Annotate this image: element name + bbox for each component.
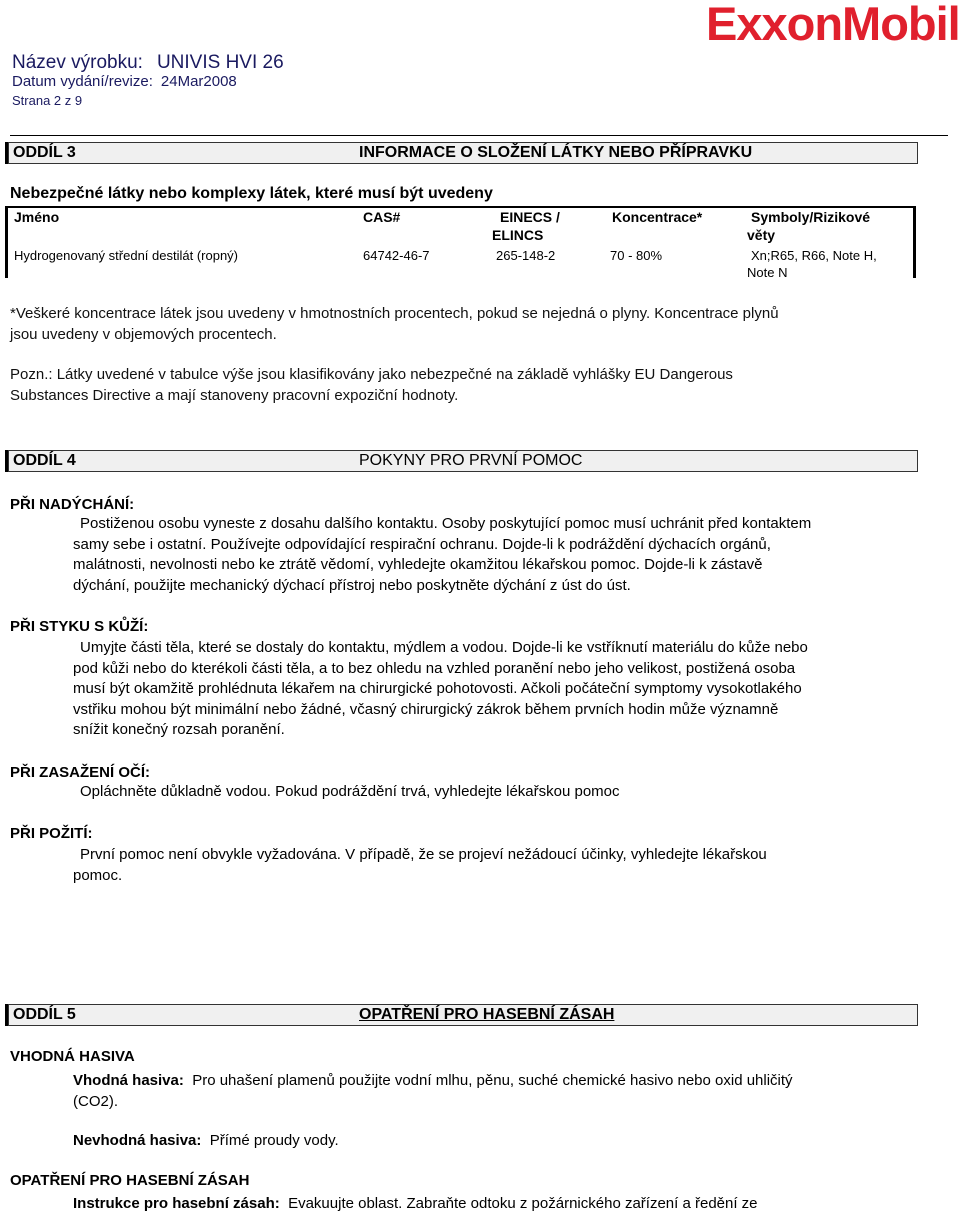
unsuitable-media: Nevhodná hasiva: Přímé proudy vody.	[73, 1132, 339, 1149]
concentration-note: *Veškeré koncentrace látek jsou uvedeny v hmotnostních procentech, pokud se nejedná o plyny. Koncentrace plynů jsou uvedeny v objemových procentech.	[10, 305, 779, 343]
section-3-bar	[8, 142, 918, 164]
section-3-title: INFORMACE O SLOŽENÍ LÁTKY NEBO PŘÍPRAVKU	[359, 144, 753, 161]
eyes-label: PŘI ZASAŽENÍ OČÍ:	[10, 764, 151, 781]
inhalation-label: PŘI NADÝCHÁNÍ:	[10, 496, 135, 513]
section-5-bar	[8, 1004, 918, 1026]
col-elincs: ELINCS	[492, 227, 544, 243]
skin-label: PŘI STYKU S KŮŽÍ:	[10, 618, 149, 635]
row-symbols: Xn;R65, R66, Note H,	[751, 248, 877, 263]
col-symbols: Symboly/Rizikové	[751, 209, 871, 225]
issue-date: Datum vydání/revize: 24Mar2008	[12, 73, 237, 90]
row-symbols-2: Note N	[747, 265, 788, 280]
pozn-note: Pozn.: Látky uvedené v tabulce výše jsou klasifikovány jako nebezpečné na základě vyhlášky EU Dangerous Substances Directive a mají stanoveny pracovní expoziční hodnoty.	[10, 366, 733, 404]
ingestion-label: PŘI POŽITÍ:	[10, 825, 93, 842]
suitable-media: Vhodná hasiva: Pro uhašení plamenů použijte vodní mlhu, pěnu, suché chemické hasivo nebo oxid uhličitý (CO2).	[73, 1072, 793, 1110]
page-number: Strana 2 z 9	[12, 93, 83, 108]
row-cas: 64742-46-7	[363, 248, 430, 263]
section-3-number: ODDÍL 3	[13, 144, 76, 161]
col-symbols-2: věty	[747, 227, 776, 243]
section-5-number: ODDÍL 5	[13, 1006, 76, 1023]
section-4-title: POKYNY PRO PRVNÍ POMOC	[359, 452, 583, 469]
col-cas: CAS#	[363, 209, 401, 225]
inhalation-text: Postiženou osobu vyneste z dosahu dalšího kontaktu. Osoby poskytující pomoc musí uchránit před kontaktem samy sebe i ostatní. Používejte odpovídající respirační ochranu. Dojde-li k podráždění dýchacích orgánů, malátnosti, nevolnosti nebo ke ztrátě vědomí, vyhledejte okamžitou lékařskou pomoc. Dojde-li k zástavě dýchání, použijte mechanický dýchací přístroj nebo poskytněte dýchání z úst do úst.	[73, 515, 812, 594]
measures-heading: OPATŘENÍ PRO HASEBNÍ ZÁSAH	[10, 1172, 250, 1189]
col-concentration: Koncentrace*	[612, 209, 703, 225]
row-name: Hydrogenovaný střední destilát (ropný)	[14, 248, 239, 263]
section-4-number: ODDÍL 4	[13, 452, 76, 469]
section-5-title: OPATŘENÍ PRO HASEBNÍ ZÁSAH	[359, 1006, 615, 1023]
media-heading: VHODNÁ HASIVA	[10, 1048, 135, 1065]
exxonmobil-logo: ExxonMobil	[706, 0, 960, 50]
hazard-subtitle: Nebezpečné látky nebo komplexy látek, které musí být uvedeny	[10, 185, 493, 202]
product-name: Název výrobku: UNIVIS HVI 26	[12, 52, 284, 73]
eyes-text: Opláchněte důkladně vodou. Pokud podráždění trvá, vyhledejte lékařskou pomoc	[80, 783, 620, 800]
firefighting-instructions: Instrukce pro hasební zásah: Evakuujte oblast. Zabraňte odtoku z požárnického zařízení a ředění ze	[73, 1195, 758, 1212]
hazard-table	[8, 206, 915, 278]
header-rule	[10, 135, 948, 136]
row-einecs: 265-148-2	[496, 248, 556, 263]
row-concentration: 70 - 80%	[610, 248, 663, 263]
section-4-bar	[8, 450, 918, 472]
col-einecs: EINECS /	[500, 209, 560, 225]
skin-text: Umyjte části těla, které se dostaly do kontaktu, mýdlem a vodou. Dojde-li ke vstříknutí materiálu do kůže nebo pod kůži nebo do kterékoli části těla, a to bez ohledu na vzhled poranění nebo jeho velikost, postižená osoba musí být okamžitě prohlédnuta lékařem na chirurgické pohotovosti. Ačkoli počáteční symptomy vysokotlakého vstřiku mohou být minimální nebo žádné, včasný chirurgický zákrok během prvních hodin může významně snížit konečný rozsah poranění.	[73, 639, 808, 739]
col-name: Jméno	[14, 209, 60, 225]
ingestion-text: První pomoc není obvykle vyžadována. V případě, že se projeví nežádoucí účinky, vyhledejte lékařskou pomoc.	[73, 846, 767, 884]
